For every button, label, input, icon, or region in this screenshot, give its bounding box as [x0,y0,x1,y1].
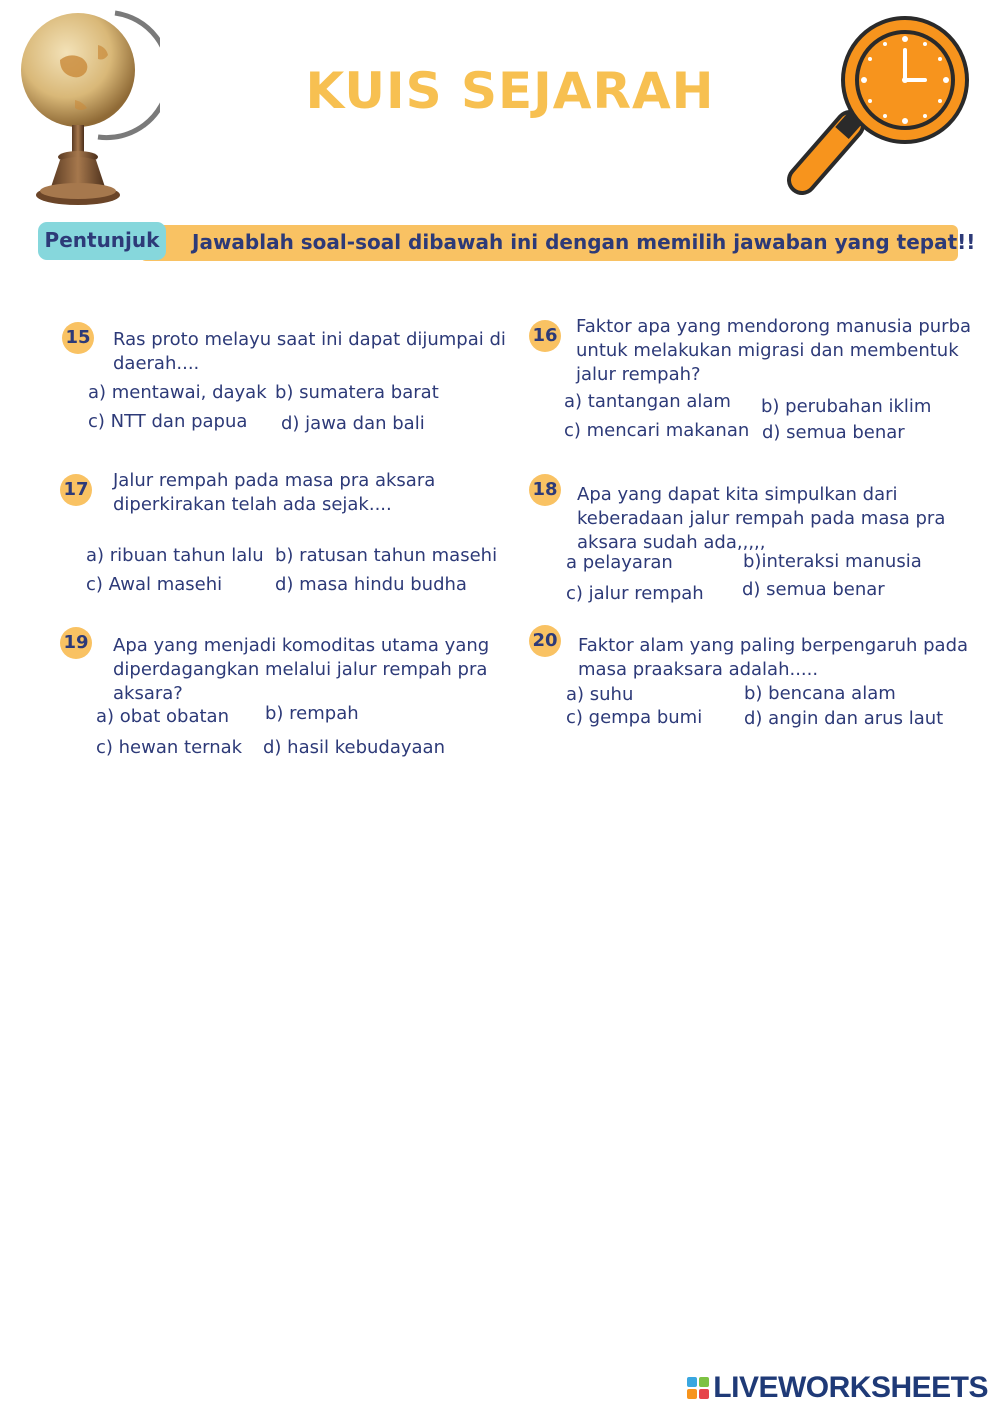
question-number-20: 20 [529,625,561,657]
brand-name: LIVEWORKSHEETS [713,1371,988,1404]
option-17-d[interactable]: d) masa hindu budha [275,574,467,595]
option-18-d[interactable]: d) semua benar [742,579,885,600]
option-17-b[interactable]: b) ratusan tahun masehi [275,545,498,566]
option-16-a[interactable]: a) tantangan alam [564,391,731,412]
option-17-a[interactable]: a) ribuan tahun lalu [86,545,264,566]
question-text-19: Apa yang menjadi komoditas utama yang diperdagangkan melalui jalur rempah pra aksara? [113,635,490,704]
option-16-d[interactable]: d) semua benar [762,422,905,443]
option-20-c[interactable]: c) gempa bumi [566,707,703,728]
magnifier-clock-icon [780,15,980,205]
globe-icon [20,5,160,215]
question-text-18: Apa yang dapat kita simpulkan dari keberadaan jalur rempah pada masa pra aksara sudah ada,,,,, [577,484,946,553]
option-15-a[interactable]: a) mentawai, dayak [88,382,267,403]
option-18-a[interactable]: a pelayaran [566,552,673,573]
question-number-16: 16 [529,320,561,352]
option-16-c[interactable]: c) mencari makanan [564,420,750,441]
option-20-d[interactable]: d) angin dan arus laut [744,708,944,729]
option-19-c[interactable]: c) hewan ternak [96,737,243,758]
option-19-d[interactable]: d) hasil kebudayaan [263,737,445,758]
question-text-16: Faktor apa yang mendorong manusia purba untuk melakukan migrasi dan membentuk jalur rempah? [576,316,972,385]
option-15-d[interactable]: d) jawa dan bali [281,413,425,434]
option-19-b[interactable]: b) rempah [265,703,359,724]
page-title: KUIS SEJARAH [305,62,715,120]
option-18-c[interactable]: c) jalur rempah [566,583,704,604]
question-number-15: 15 [62,322,94,354]
option-15-b[interactable]: b) sumatera barat [275,382,439,403]
option-17-c[interactable]: c) Awal masehi [86,574,223,595]
instruction-label: Pentunjuk [38,222,166,260]
question-number-19: 19 [60,627,92,659]
instruction-text: Jawablah soal-soal dibawah ini dengan memilih jawaban yang tepat!! [192,230,976,254]
question-text-17: Jalur rempah pada masa pra aksara diperkirakan telah ada sejak.... [113,470,436,515]
option-16-b[interactable]: b) perubahan iklim [761,396,932,417]
option-18-b[interactable]: b)interaksi manusia [743,551,922,572]
question-number-18: 18 [529,474,561,506]
logo-grid-icon [687,1377,709,1399]
question-text-15: Ras proto melayu saat ini dapat dijumpai di daerah.... [113,329,506,374]
option-15-c[interactable]: c) NTT dan papua [88,411,248,432]
question-text-20: Faktor alam yang paling berpengaruh pada masa praaksara adalah..... [578,635,969,680]
option-20-b[interactable]: b) bencana alam [744,683,896,704]
option-19-a[interactable]: a) obat obatan [96,706,229,727]
question-number-17: 17 [60,474,92,506]
liveworksheets-logo[interactable] [687,1370,988,1406]
option-20-a[interactable]: a) suhu [566,684,634,705]
